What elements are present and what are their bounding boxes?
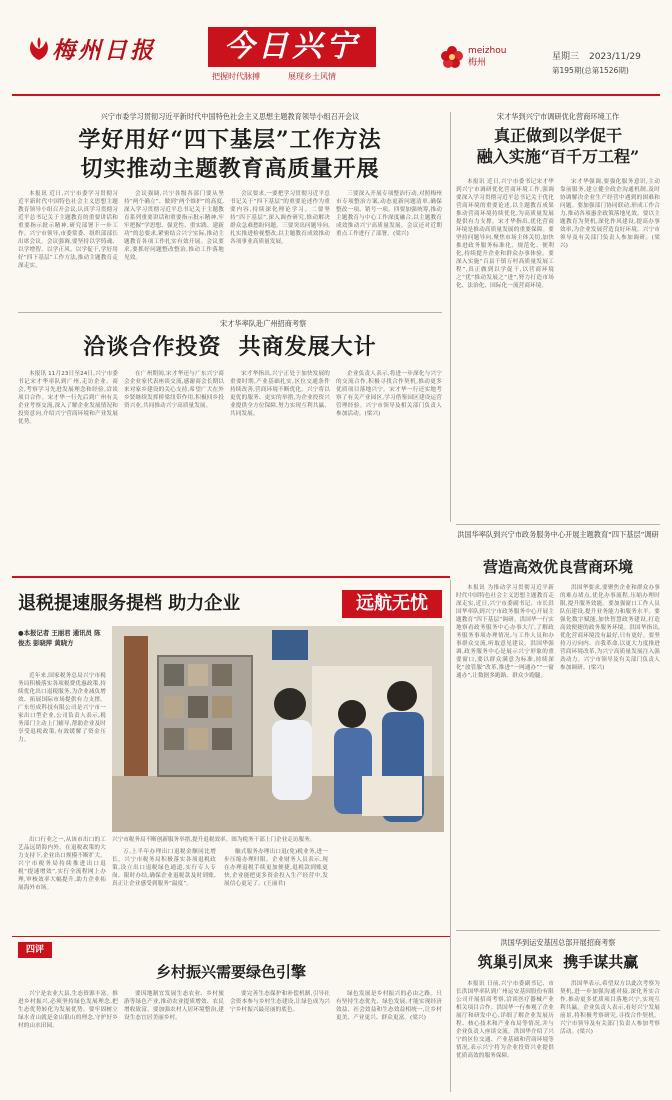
- article4-title: 营造高效优良营商环境: [482, 558, 633, 576]
- article6-tag: 四评: [18, 942, 52, 958]
- article5-col-2: [18, 836, 106, 932]
- paper-name: 梅州日报: [52, 37, 156, 64]
- article3-col-2: [560, 178, 660, 518]
- masthead: [0, 0, 672, 96]
- article5-col-1: [18, 672, 106, 832]
- article6-col-2: [124, 990, 224, 1088]
- article5-col-3: [112, 848, 216, 932]
- article1-col-2-text: 会议强调,兴宁各级各部门要从坚持“两个确立”、做到“两个维护”的高度,深入学习贯彻习近平总书记关于主题教育系列重要讲话和重要指示批示精神,牢牢把握“学思想、强党性、重实践、建新功”的总要求,紧密结合兴宁实际,推动主题教育各项工作扎实有效开展。会议要求,要抓好问题整改整治,推动工作落地见效。: [124, 191, 224, 261]
- article5-col-1-text: 近年来,国家税务总局兴宁市税务局积极落实各项税费优惠政策,持续优化出口退税服务,为企业减负增效、拓展国际市场提供有力支撑。广东恒成科技有限公司是兴宁市一家出口型企业,公司负责人表示,税务部门主动上门辅导,帮助企业及时享受退税政策,有效缓解了资金压力。: [18, 673, 106, 743]
- flower-logo-icon: [26, 36, 52, 62]
- article1-title-line2: 切实推动主题教育高质量开展: [80, 156, 380, 182]
- article3-col-2-text: 宋才华强调,要强化服务意识,主动靠前服务,建立健全政企沟通机制,及时协调解决企业生产经营中遇到的困难和问题。要加强部门协同联动,形成工作合力,推动各项惠企政策落地见效。要以主题教育为契机,深化作风建设,提高办事效率,为企业发展营造良好环境。兴宁市领导及有关部门负责人参加调研。(梁兴): [560, 179, 660, 249]
- article3-col-1: [456, 178, 554, 518]
- article1-col-3: [230, 190, 330, 302]
- divider-vertical-right: [450, 112, 451, 522]
- article7-col-2: [560, 980, 660, 1090]
- article1-col-3-text: 会议要求,一要把学习贯彻习近平总书记关于“四下基层”的重要论述作为重要内容,持续深化理论学习。二要坚持“四下基层”,深入调查研究,推动解决群众急难愁盼问题。三要突出问题导向,扎实推进检视整改,以主题教育成效推动各项事业高质量发展。: [230, 191, 330, 245]
- divider-vertical-right-lower: [450, 580, 451, 1092]
- article4-col-1-text: 本报讯 为推动学习贯彻习近平新时代中国特色社会主义思想主题教育走深走实,近日,兴宁市委副书记、市长洪国华率队到兴宁市政务服务中心开展主题教育“四下基层”调研。洪国华一行实地察看政务服务中心办事大厅,了解政务服务事项办理情况,与工作人员和办事群众交流,听取意见建议。洪国华强调,政务服务中心是展示兴宁形象的重要窗口,要以群众满意为标准,持续深化“放管服”改革,推进“一网通办”“一窗通办”,让数据多跑路、群众少跑腿。: [456, 585, 554, 679]
- article1-col-1-text: 本报讯 近日,兴宁市委学习贯彻习近平新时代中国特色社会主义思想主题教育领导小组召开会议,认真学习贯彻习近平总书记关于主题教育的重要讲话和重要指示批示精神,研究部署下一步工作。兴宁市领导,市委常委、组织部部长出席会议。会议强调,要坚持以学铸魂、以学增智、以学正风、以学促干,学好用好“四下基层”工作方法,推动主题教育走深走实。: [18, 191, 118, 269]
- tax-office-photo: [112, 626, 444, 832]
- logo-city: 梅州: [468, 58, 487, 68]
- article4-col-2: [560, 584, 660, 920]
- article3-kicker: 宋才华到兴宁市调研优化营商环境工作: [496, 112, 620, 121]
- article3-title-line1: 真正做到以学促干: [493, 126, 622, 145]
- article2-col-3: [230, 370, 330, 568]
- article5-col-3-text: 万,上半年办理出口退税金额同比增长。兴宁市税务局积极落实各项退税政策,设立出口退税绿色通道,实行专人专岗、限时办结,确保企业退税款及时到账,真正让企业感受到服务“温度”。: [112, 849, 216, 887]
- article6-col-3-text: 要完善生态保护和补偿机制,引导社会资本参与乡村生态建设,让绿色成为兴宁乡村振兴最亮丽的底色。: [230, 991, 330, 1013]
- meizhou-flower-icon: [440, 45, 464, 69]
- article7-kicker: 洪国华到运安基因总部开展招商考察: [500, 938, 616, 947]
- article6-col-4: [336, 990, 442, 1088]
- divider-red-lower: [12, 936, 450, 937]
- article7-col-1: [456, 980, 554, 1090]
- article2-col-3-text: 宋才华指出,兴宁正处于加快发展的重要时期,产业基础扎实,区位交通条件持续改善,营商环境不断优化。兴宁将以更优的服务、更实的举措,为企业投资兴业提供全方位保障,努力实现互利共赢、共同发展。: [230, 371, 330, 417]
- article1-kicker: 兴宁市委学习贯彻习近平新时代中国特色社会主义思想主题教育领导小组召开会议: [100, 112, 360, 121]
- article4-col-1: [456, 584, 554, 920]
- section-title: 今日兴宁: [224, 29, 360, 64]
- divider-article4-bottom: [456, 930, 660, 931]
- section-banner: [208, 27, 376, 67]
- article5-title: 退税提速服务提档 助力企业: [18, 593, 241, 614]
- issue-number: 第195期(总第1526期): [552, 66, 629, 75]
- article1-col-2: [124, 190, 224, 302]
- article6-col-2-text: 要因地制宜发展生态农业、乡村旅游等绿色产业,推动农业提质增效、农民增收致富。要加强农村人居环境整治,建设生态宜居美丽乡村。: [124, 991, 224, 1021]
- masthead-rule: [12, 94, 660, 96]
- article6-col-1-text: 兴宁是农业大县,生态资源丰富。推进乡村振兴,必须坚持绿色发展理念,把生态优势转化为发展优势。要牢固树立绿水青山就是金山银山的理念,守护好乡村的山水田园。: [18, 991, 118, 1029]
- article5-col-4: [224, 848, 328, 932]
- slogan-left: 把握时代脉搏: [212, 72, 260, 81]
- photo-caption: 兴宁市税务局不断创新服务举措,提升退税效率。图为税务干部上门企业走访服务。: [112, 837, 316, 843]
- article5-col-4-text: 触式服务办理出口退(免)税业务,进一步压缩办理时限。企业财务人员表示,现在办理退税手续更加便捷,退税款到账更快,企业能把更多资金投入生产经营中,发展信心更足了。(王丽君): [224, 849, 328, 887]
- article3-title-line2: 融入实施“百千万工程”: [476, 147, 640, 166]
- article2-col-1: [18, 370, 118, 568]
- article1-col-1: [18, 190, 118, 302]
- date: 2023/11/29: [589, 52, 641, 62]
- article7-col-2-text: 洪国华表示,希望双方以此次考察为契机,进一步加强沟通对接,深化务实合作,推动更多优质项目落地兴宁,实现互利共赢。企业负责人表示,看好兴宁发展前景,将积极考察研究,寻找合作契机。兴宁市领导及有关部门负责人参加考察活动。(梁兴): [560, 981, 660, 1035]
- article7-col-1-text: 本报讯 日前,兴宁市委副书记、市长洪国华率队到广州运安基因股份有限公司开展招商考察,洽谈医疗器械产业相关项目合作。洪国华一行参观了企业展厅和研发中心,详细了解企业发展历程、核心技术和产业布局等情况,并与企业负责人座谈交流。洪国华介绍了兴宁的区位交通、产业基础和营商环境等情况,表示兴宁将为企业投资兴业提供优质高效的服务保障。: [456, 981, 554, 1059]
- divider-article3-bottom: [456, 524, 660, 525]
- article5-title-badge: 远航无忧: [342, 590, 442, 618]
- article3-col-1-text: 本报讯 近日,兴宁市委书记宋才华到兴宁市调研优化营商环境工作,强调要深入学习贯彻习近平总书记关于优化营商环境的重要论述,以主题教育成果推动营商环境持续优化,为高质量发展提供有力支撑。宋才华指出,优化营商环境是推动高质量发展的重要保障。要坚持问题导向,聚焦市场主体关切,加快推进政务服务标准化、规范化、便利化,持续提升企业和群众办事体验。要深入实施“百县千镇万村高质量发展工程”,真正做到以学促干,以营商环境之“优”推动发展之“进”,努力打造市场化、法治化、国际化一流营商环境。: [456, 179, 554, 289]
- article2-title: 洽谈合作投资 共商发展大计: [83, 334, 377, 360]
- article5-title-row: [18, 588, 444, 622]
- article2-col-2: [124, 370, 224, 568]
- article2-col-4: [336, 370, 442, 568]
- article1-title-line1: 学好用好“四下基层”工作方法: [78, 127, 382, 153]
- article1-col-4: [336, 190, 442, 302]
- article5-byline: ●本报记者 王丽君 通讯员 陈俊杰 彭晓萍 黄晓方: [18, 629, 101, 647]
- slogan-right: 展现乡土风情: [288, 72, 336, 81]
- article5-col-2-text: 出口行业之一,从该市出口的工艺品远销海内外。在退税政策的大力支持下,企业出口规模不断扩大。兴宁市税务局持续推进出口退税“提速增效”,实行全流程网上办理,审核效率大幅提升,助力企业拓展海外市场。: [18, 837, 106, 891]
- article2-kicker: 宋才华率队赴广州招商考察: [220, 319, 307, 328]
- article6-col-4-text: 绿色发展是乡村振兴的必由之路。只有坚持生态优先、绿色发展,才能实现经济效益、社会效益和生态效益相统一,让乡村更美、产业更兴、群众更富。(梁兴): [336, 991, 442, 1021]
- article6-col-3: [230, 990, 330, 1088]
- divider-article1-bottom: [18, 312, 442, 313]
- article2-col-1-text: 本报讯 11月23日至24日,兴宁市委书记宋才华率队到广州,走访企业、商会,考察学习先进发展理念和经验,洽谈项目合作。宋才华一行先后到广州有关企业考察交流,深入了解企业发展情况和投资意向,介绍兴宁营商环境和产业发展优势。: [18, 371, 118, 425]
- article2-col-2-text: 在广州期间,宋才华还与广东兴宁商会企业家代表座谈交流,感谢商会长期以来对家乡建设的关心支持,希望广大在外乡贤继续发挥桥梁纽带作用,积极回乡投资兴业,共同推动兴宁高质量发展。: [124, 371, 224, 409]
- weekday: 星期三: [552, 52, 580, 62]
- article6-col-1: [18, 990, 118, 1088]
- divider-red-main: [12, 576, 450, 578]
- article4-col-2-text: 洪国华要求,要聚焦企业和群众办事的难点堵点,优化办事流程,压缩办理时限,提升服务效能。要加强窗口工作人员队伍建设,提升业务能力和服务水平。要强化数字赋能,加快智慧政务建设,打造高效便捷的政务服务环境。洪国华指出,优化营商环境没有最好,只有更好。要坚持刀刃向内、自我革命,以更大力度推进营商环境改革,为兴宁高质量发展注入强劲动力。兴宁市领导及有关部门负责人参加调研。(梁兴): [560, 585, 660, 671]
- article2-col-4-text: 企业负责人表示,将进一步深化与兴宁的交流合作,积极寻找合作契机,推动更多优质项目落地兴宁。宋才华一行还实地考察了有关产业园区,学习借鉴园区建设运营管理经验。兴宁市领导及相关部门负责人参加活动。(梁兴): [336, 371, 442, 417]
- article1-col-4-text: 三要深入开展专项整治行动,对照梅州市专项整治方案,动态更新问题清单,确保整改一项、销号一项。四要加强统筹,推动主题教育与中心工作深度融合,以主题教育成效推动兴宁高质量发展。会议还对近期重点工作进行了部署。(梁兴): [336, 191, 442, 237]
- logo-pinyin: meizhou: [468, 46, 507, 56]
- article4-kicker: 洪国华率队到兴宁市政务服务中心开展主题教育“四下基层”调研: [457, 530, 659, 539]
- article7-title: 筑巢引凤来 携手谋共赢: [477, 953, 639, 971]
- article6-title: 乡村振兴需要绿色引擎: [155, 963, 306, 981]
